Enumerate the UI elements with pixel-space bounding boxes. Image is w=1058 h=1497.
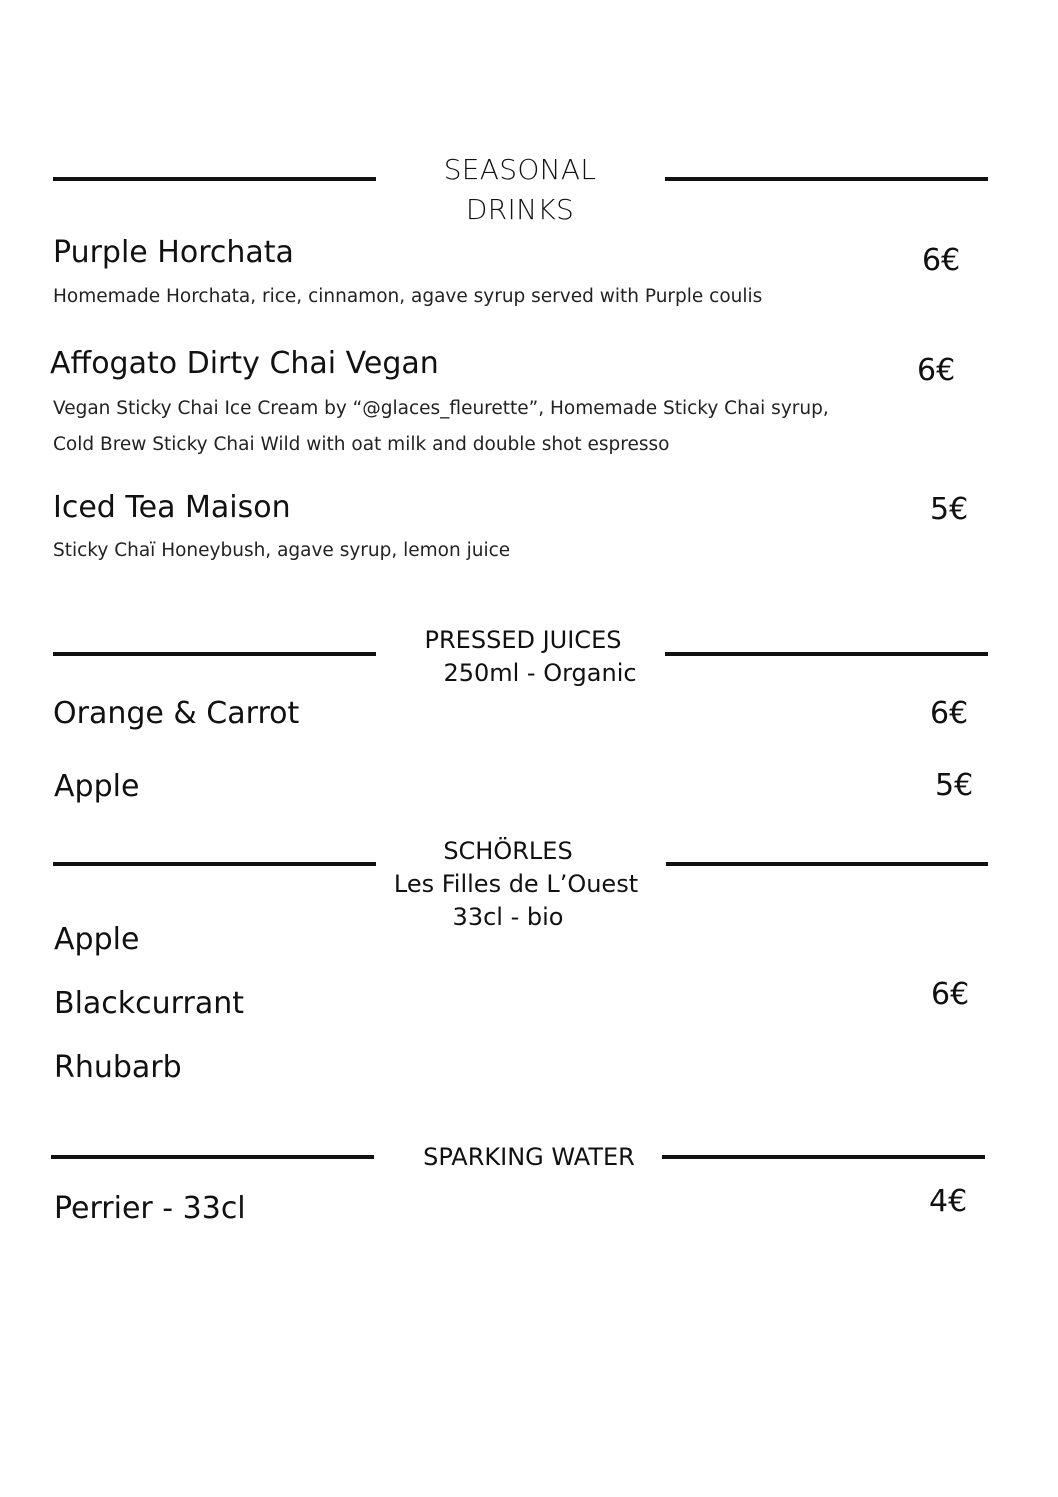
section-title-juices — [390, 624, 690, 690]
item-price: 6€ — [917, 353, 956, 388]
item-price: 5€ — [935, 768, 974, 803]
item-price: 5€ — [930, 492, 969, 527]
section-divider-left — [53, 177, 376, 181]
section-divider-left — [53, 862, 376, 866]
item-name: Perrier - 33cl — [54, 1191, 246, 1226]
section-subtitle: Les Filles de L’Ouest — [393, 870, 639, 898]
section-subtitle: 33cl - bio — [452, 903, 564, 931]
section-divider-right — [662, 1155, 985, 1159]
section-title-line: SEASONAL — [443, 153, 597, 186]
section-divider-left — [53, 652, 376, 656]
section-title-schorles — [366, 835, 666, 934]
section-title-seasonal — [380, 150, 660, 230]
item-name: Blackcurrant — [54, 986, 244, 1021]
section-divider-right — [666, 862, 988, 866]
item-name: Rhubarb — [54, 1050, 182, 1085]
section-title-line: SPARKING WATER — [423, 1143, 635, 1171]
item-name: Apple — [54, 769, 140, 804]
section-divider-right — [665, 652, 988, 656]
item-name: Purple Horchata — [53, 235, 294, 270]
section-subtitle: 250ml - Organic — [443, 659, 637, 687]
item-description: Cold Brew Sticky Chai Wild with oat milk and double shot espresso — [53, 434, 670, 455]
item-description: Vegan Sticky Chai Ice Cream by “@glaces_fleurette”, Homemade Sticky Chai syrup, — [53, 398, 829, 419]
section-title-line: DRINKS — [465, 193, 575, 226]
item-price: 6€ — [922, 243, 961, 278]
item-price: 4€ — [929, 1184, 968, 1219]
section-title-line: PRESSED JUICES — [424, 626, 622, 654]
section-title-water — [379, 1141, 679, 1174]
item-name: Iced Tea Maison — [53, 490, 291, 525]
item-name: Affogato Dirty Chai Vegan — [50, 346, 439, 381]
item-price: 6€ — [931, 977, 970, 1012]
item-name: Orange & Carrot — [53, 696, 300, 731]
section-divider-right — [665, 177, 988, 181]
section-title-line: SCHÖRLES — [443, 837, 573, 865]
item-description: Homemade Horchata, rice, cinnamon, agave syrup served with Purple coulis — [53, 286, 763, 307]
item-name: Apple — [54, 922, 140, 957]
item-description: Sticky Chaï Honeybush, agave syrup, lemon juice — [53, 540, 511, 561]
item-price: 6€ — [930, 696, 969, 731]
section-divider-left — [51, 1155, 374, 1159]
